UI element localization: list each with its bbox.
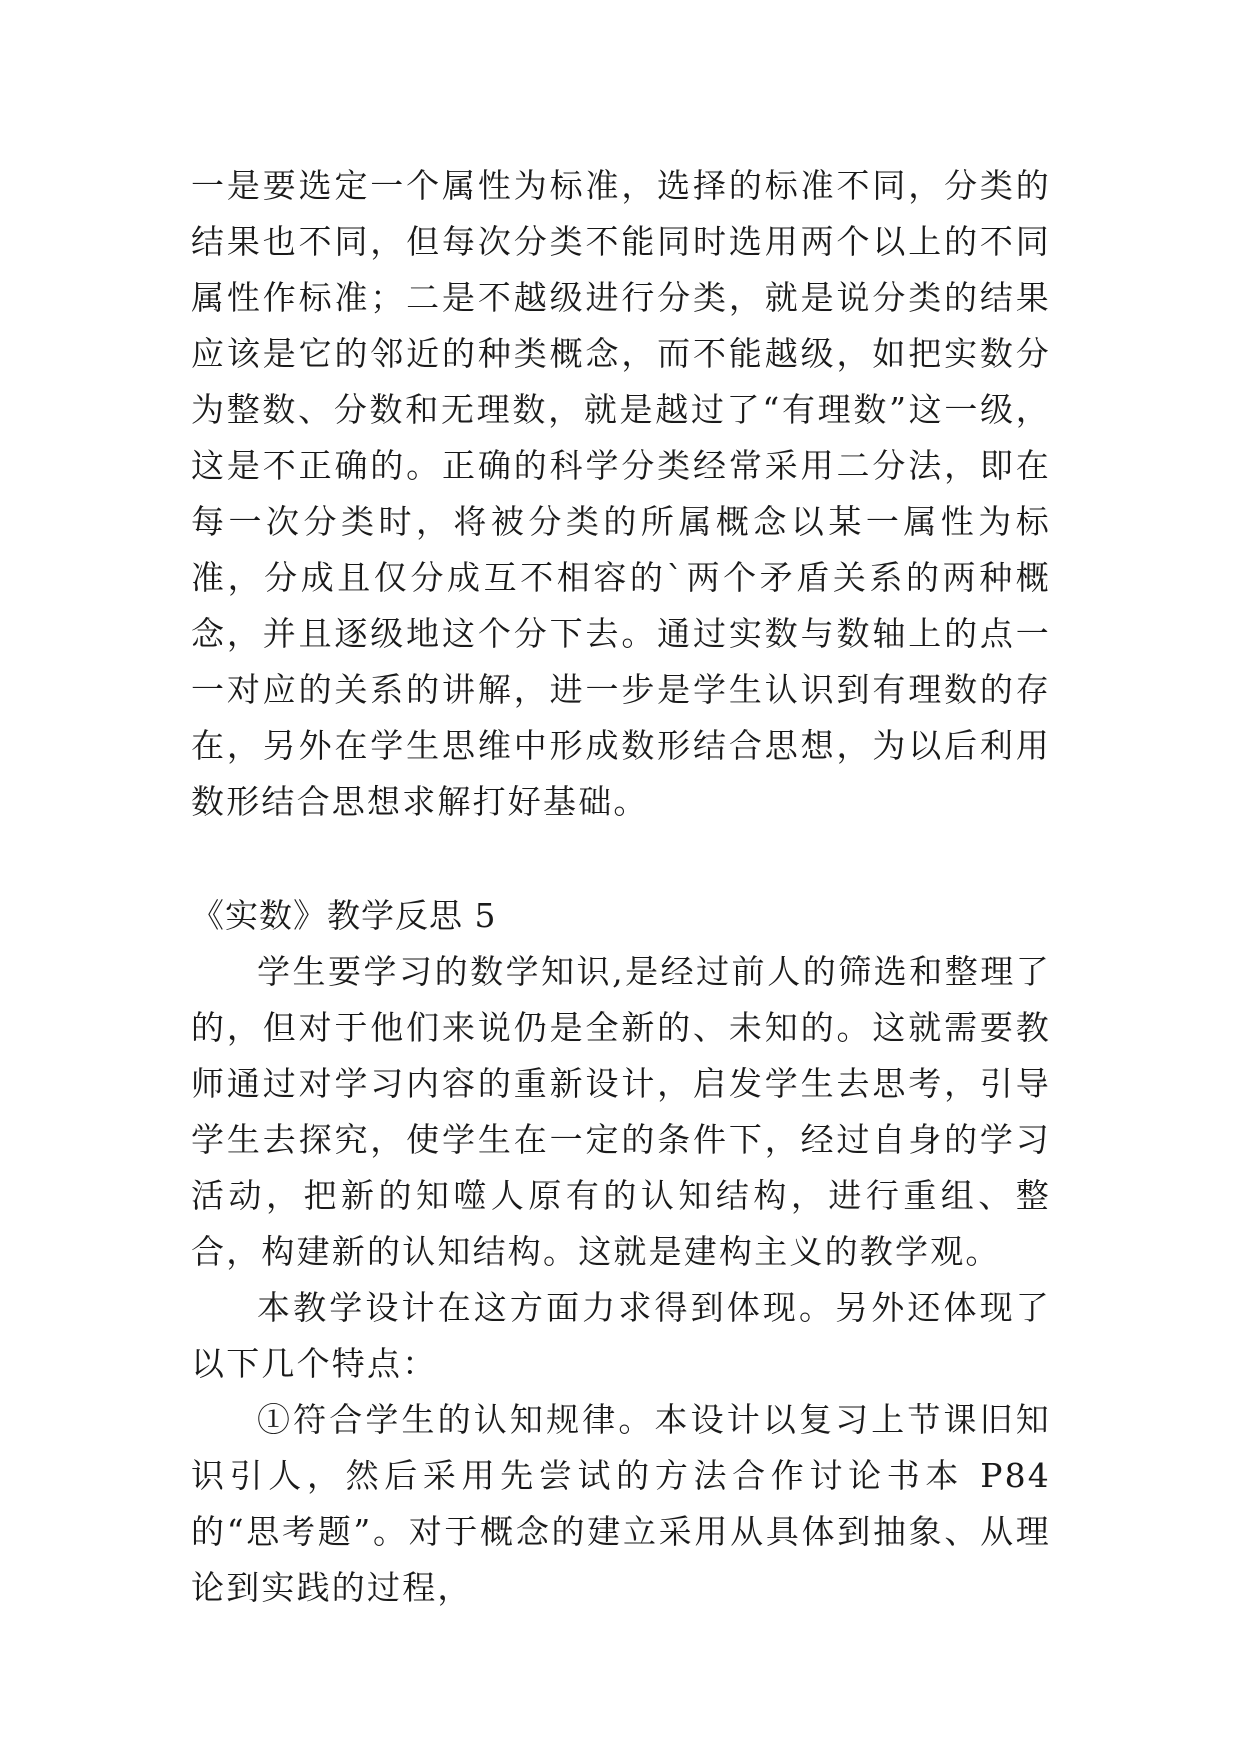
body-paragraph: 本教学设计在这方面力求得到体现。另外还体现了以下几个特点： bbox=[191, 1288, 1051, 1383]
document-page bbox=[191, 158, 1051, 1616]
body-paragraph: 学生要学习的数学知识,是经过前人的筛选和整理了的，但对于他们来说仍是全新的、未知的。这就需要教师通过对学习内容的重新设计，启发学生去思考，引导学生去探究，使学生在一定的条件下，经过自身的学习活动，把新的知噬人原有的认知结构，进行重组、整合，构建新的认知结构。这就是建构主义的教学观。 bbox=[191, 952, 1051, 1271]
body-paragraph: ①符合学生的认知规律。本设计以复习上节课旧知识引人，然后采用先尝试的方法合作讨论书本 P84 的“思考题”。对于概念的建立采用从具体到抽象、从理论到实践的过程， bbox=[191, 1400, 1051, 1607]
section-title: 《实数》教学反思 5 bbox=[191, 896, 497, 935]
section-spacer bbox=[191, 830, 1051, 888]
body-paragraph: 一是要选定一个属性为标准，选择的标准不同，分类的结果也不同，但每次分类不能同时选用两个以上的不同属性作标准；二是不越级进行分类，就是说分类的结果应该是它的邻近的种类概念，而不能越级，如把实数分为整数、分数和无理数，就是越过了“有理数”这一级，这是不正确的。正确的科学分类经常采用二分法，即在每一次分类时，将被分类的所属概念以某一属性为标准，分成且仅分成互不相容的`两个矛盾关系的两种概念，并且逐级地这个分下去。通过实数与数轴上的点一一对应的关系的讲解，进一步是学生认识到有理数的存在，另外在学生思维中形成数形结合思想，为以后利用数形结合思想求解打好基础。 bbox=[191, 166, 1051, 821]
